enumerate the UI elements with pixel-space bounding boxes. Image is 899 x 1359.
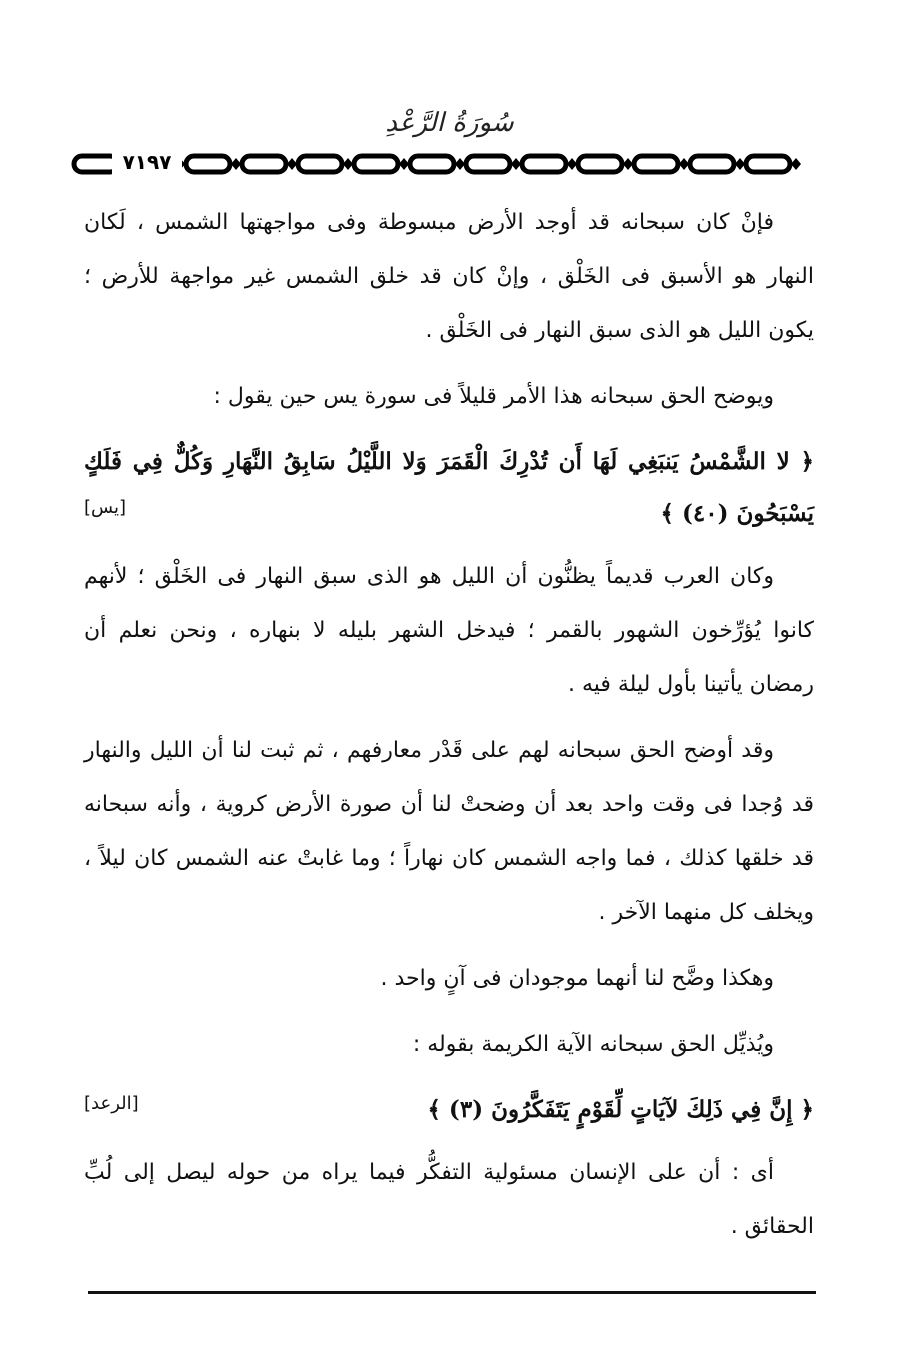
verse-reference: [الرعد]: [84, 1093, 139, 1114]
chain-link: [242, 156, 286, 172]
chain-diamond: [343, 158, 353, 170]
chain-link: [410, 156, 454, 172]
chain-diamond: [231, 158, 241, 170]
paragraph: ويُذيِّل الحق سبحانه الآية الكريمة بقوله :: [412, 1032, 774, 1057]
chain-diamond: [511, 158, 521, 170]
verse-text: ﴿ إِنَّ فِي ذَلِكَ لآيَاتٍ لِّقَوْمٍ يَتَفَكَّرُونَ (٣) ﴾: [427, 1096, 814, 1123]
paragraph: وكان العرب قديماً يظنُّون أن الليل هو الذى سبق النهار فى الخَلْق ؛ لأنهم كانوا يُؤرِّخون الشهور بالقمر ؛ فيدخل الشهر بليله لا بنهاره ، ونحن نعلم أن رمضان يأتينا بأول ليلة فيه .: [84, 564, 814, 697]
paragraph: أى : أن على الإنسان مسئولية التفكُّر فيما يراه من حوله ليصل إلى لُبِّ الحقائق .: [84, 1160, 814, 1239]
chain-link: [634, 156, 678, 172]
quran-verse: [84, 436, 814, 540]
page-body: [84, 196, 814, 1266]
chain-link: [466, 156, 510, 172]
surah-title: سُورَةُ الرَّعْدِ: [385, 108, 514, 138]
paragraph: ويوضح الحق سبحانه هذا الأمر قليلاً فى سورة يس حين يقول :: [213, 384, 774, 409]
chain-link: [298, 156, 342, 172]
chain-diamond: [287, 158, 297, 170]
chain-diamond: [623, 158, 633, 170]
chain-link: [186, 156, 230, 172]
bottom-rule: [88, 1291, 816, 1294]
chain-link: [578, 156, 622, 172]
verse-reference: [يس]: [84, 497, 127, 518]
chain-link: [746, 156, 790, 172]
chain-diamond: [455, 158, 465, 170]
quran-verse: [84, 1084, 814, 1136]
paragraph: وهكذا وضَّح لنا أنهما موجودان فى آنٍ واحد .: [380, 966, 774, 991]
chain-link: [522, 156, 566, 172]
page-number: ٧١٩٧: [112, 147, 182, 177]
chain-link: [690, 156, 734, 172]
chain-diamond: [791, 158, 801, 170]
chain-diamond: [735, 158, 745, 170]
chain-link: [354, 156, 398, 172]
ornamental-border: [70, 146, 830, 182]
chain-diamond: [399, 158, 409, 170]
paragraph: فإنْ كان سبحانه قد أوجد الأرض مبسوطة وفى مواجهتها الشمس ، لَكان النهار هو الأسبق فى الخَلْق ، وإنْ كان قد خلق الشمس غير مواجهة للأرض ؛ يكون الليل هو الذى سبق النهار فى الخَلْق .: [84, 210, 814, 343]
chain-diamond: [567, 158, 577, 170]
verse-text: ﴿ لا الشَّمْسُ يَنبَغِي لَهَا أَن تُدْرِكَ الْقَمَرَ وَلا اللَّيْلُ سَابِقُ النَّهَارِ وَكُلٌّ فِي فَلَكٍ يَسْبَحُونَ (٤٠) ﴾: [84, 448, 814, 527]
chain-diamond: [679, 158, 689, 170]
paragraph: وقد أوضح الحق سبحانه لهم على قَدْر معارفهم ، ثم ثبت لنا أن الليل والنهار قد وُجدا فى وقت واحد بعد أن وضحتْ لنا أن صورة الأرض كروية ، وأنه سبحانه قد خلقها كذلك ، فما واجه الشمس كان نهاراً ؛ وما غابتْ عنه الشمس كان ليلاً ، ويخلف كل منهما الآخر .: [84, 738, 814, 925]
